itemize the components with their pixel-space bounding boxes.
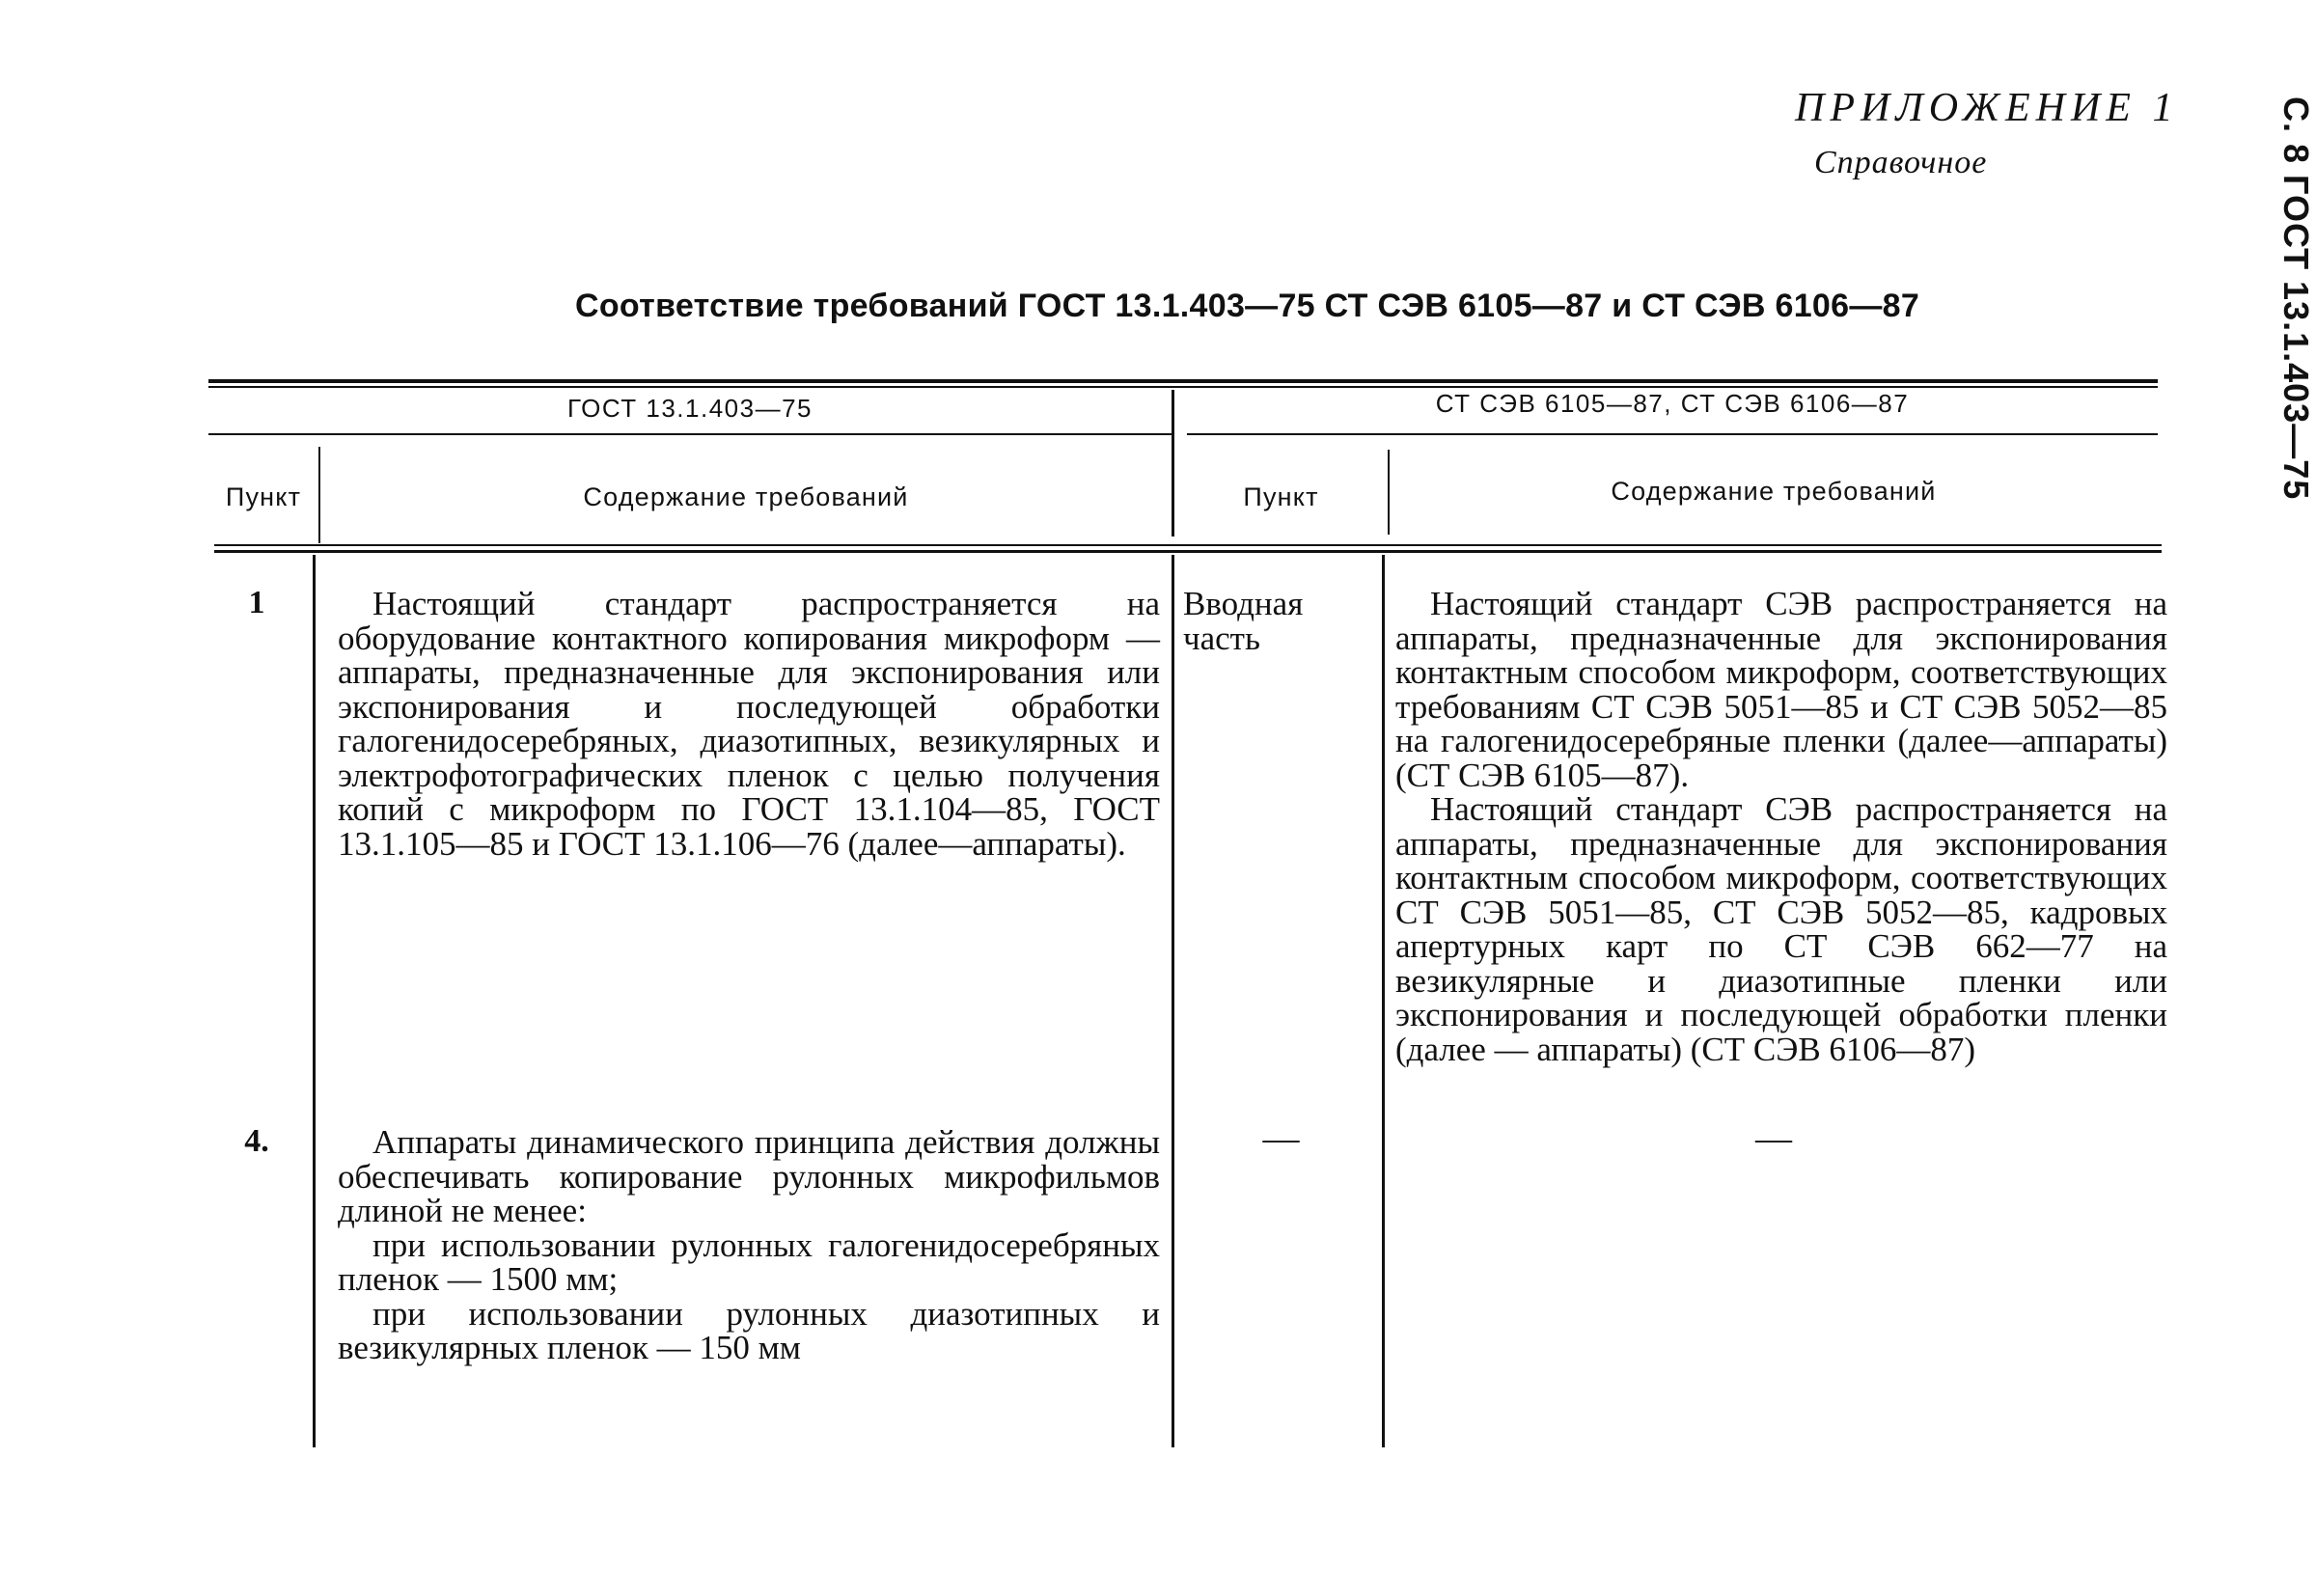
rule-top-2	[208, 386, 2158, 388]
row2-right-point: —	[1262, 1118, 1300, 1159]
row2-left-paragraph-3: при использовании рулонных диазотипных и везикулярных пленок — 150 мм	[338, 1294, 1160, 1366]
row1-left-point: 1	[248, 585, 265, 620]
row1-right-paragraph-2: Настоящий стандарт СЭВ распространяется на аппараты, предназначенные для экспонирования контактным способом микроформ, соответствующих СТ СЭВ 5051—85, СТ СЭВ 5052—85, кадровых апертурных карт по СТ СЭВ 662—77 на везикулярные и диазотипные пленки или экспонирования и последующей обработки пленки (далее — аппараты) (СТ СЭВ 6106—87)	[1395, 790, 2167, 1068]
rule-group-right	[1187, 433, 2158, 435]
row1-right-content	[1395, 587, 2167, 1066]
row1-left-paragraph: Настоящий стандарт распространяется на оборудование контактного копирования микроформ — аппараты, предназначенные для экспонирования или экспонирования и последующей обработки галогенидосеребряных, диазотипных, везикулярных и электрофотографических пленок с целью получения копий с микроформ по ГОСТ 13.1.104—85, ГОСТ 13.1.105—85 и ГОСТ 13.1.106—76 (далее—аппараты).	[338, 585, 1160, 863]
appendix-subtitle: Справочное	[1814, 145, 1988, 180]
row1-left-content	[338, 587, 1160, 861]
group-header-st-sev: СТ СЭВ 6105—87, СТ СЭВ 6106—87	[1435, 389, 1910, 418]
col-header-right-point: Пункт	[1243, 482, 1319, 511]
vrule-right-point-body	[1382, 555, 1385, 1447]
col-header-left-point: Пункт	[225, 482, 302, 511]
row2-left-paragraph-1: Аппараты динамического принципа действия должны обеспечивать копирование рулонных микрофильмов длиной не менее:	[338, 1123, 1160, 1229]
row2-left-paragraph-2: при использовании рулонных галогенидосеребряных пленок — 1500 мм;	[338, 1225, 1160, 1298]
row2-left-content	[338, 1125, 1160, 1365]
group-header-gost: ГОСТ 13.1.403—75	[567, 394, 813, 423]
row2-left-point: 4.	[244, 1123, 269, 1159]
rule-group-left	[208, 433, 1172, 435]
table-title: Соответствие требований ГОСТ 13.1.403—75 СТ СЭВ 6105—87 и СТ СЭВ 6106—87	[575, 288, 1920, 324]
rule-top	[208, 379, 2158, 383]
col-header-left-content: Содержание требований	[583, 482, 909, 511]
vrule-middle	[1172, 390, 1174, 537]
vrule-left-point-body	[313, 555, 316, 1447]
col-header-right-content: Содержание требований	[1611, 477, 1937, 506]
row1-right-point: Вводная часть	[1183, 585, 1304, 657]
rule-header-bottom	[214, 544, 2162, 546]
appendix-title: ПРИЛОЖЕНИЕ 1	[1795, 86, 2179, 130]
vrule-middle-body	[1172, 555, 1174, 1447]
rule-header-bottom-2	[214, 550, 2162, 553]
page-side-label: С. 8 ГОСТ 13.1.403—75	[2276, 96, 2316, 501]
row2-right-content: —	[1755, 1118, 1792, 1159]
row1-right-paragraph-1: Настоящий стандарт СЭВ распространяется на аппараты, предназначенные для экспонирования контактным способом микроформ, соответствующих требованиям СТ СЭВ 5051—85 и СТ СЭВ 5052—85 на галогенидосеребряные пленки (далее—аппараты) (СТ СЭВ 6105—87).	[1395, 585, 2167, 794]
